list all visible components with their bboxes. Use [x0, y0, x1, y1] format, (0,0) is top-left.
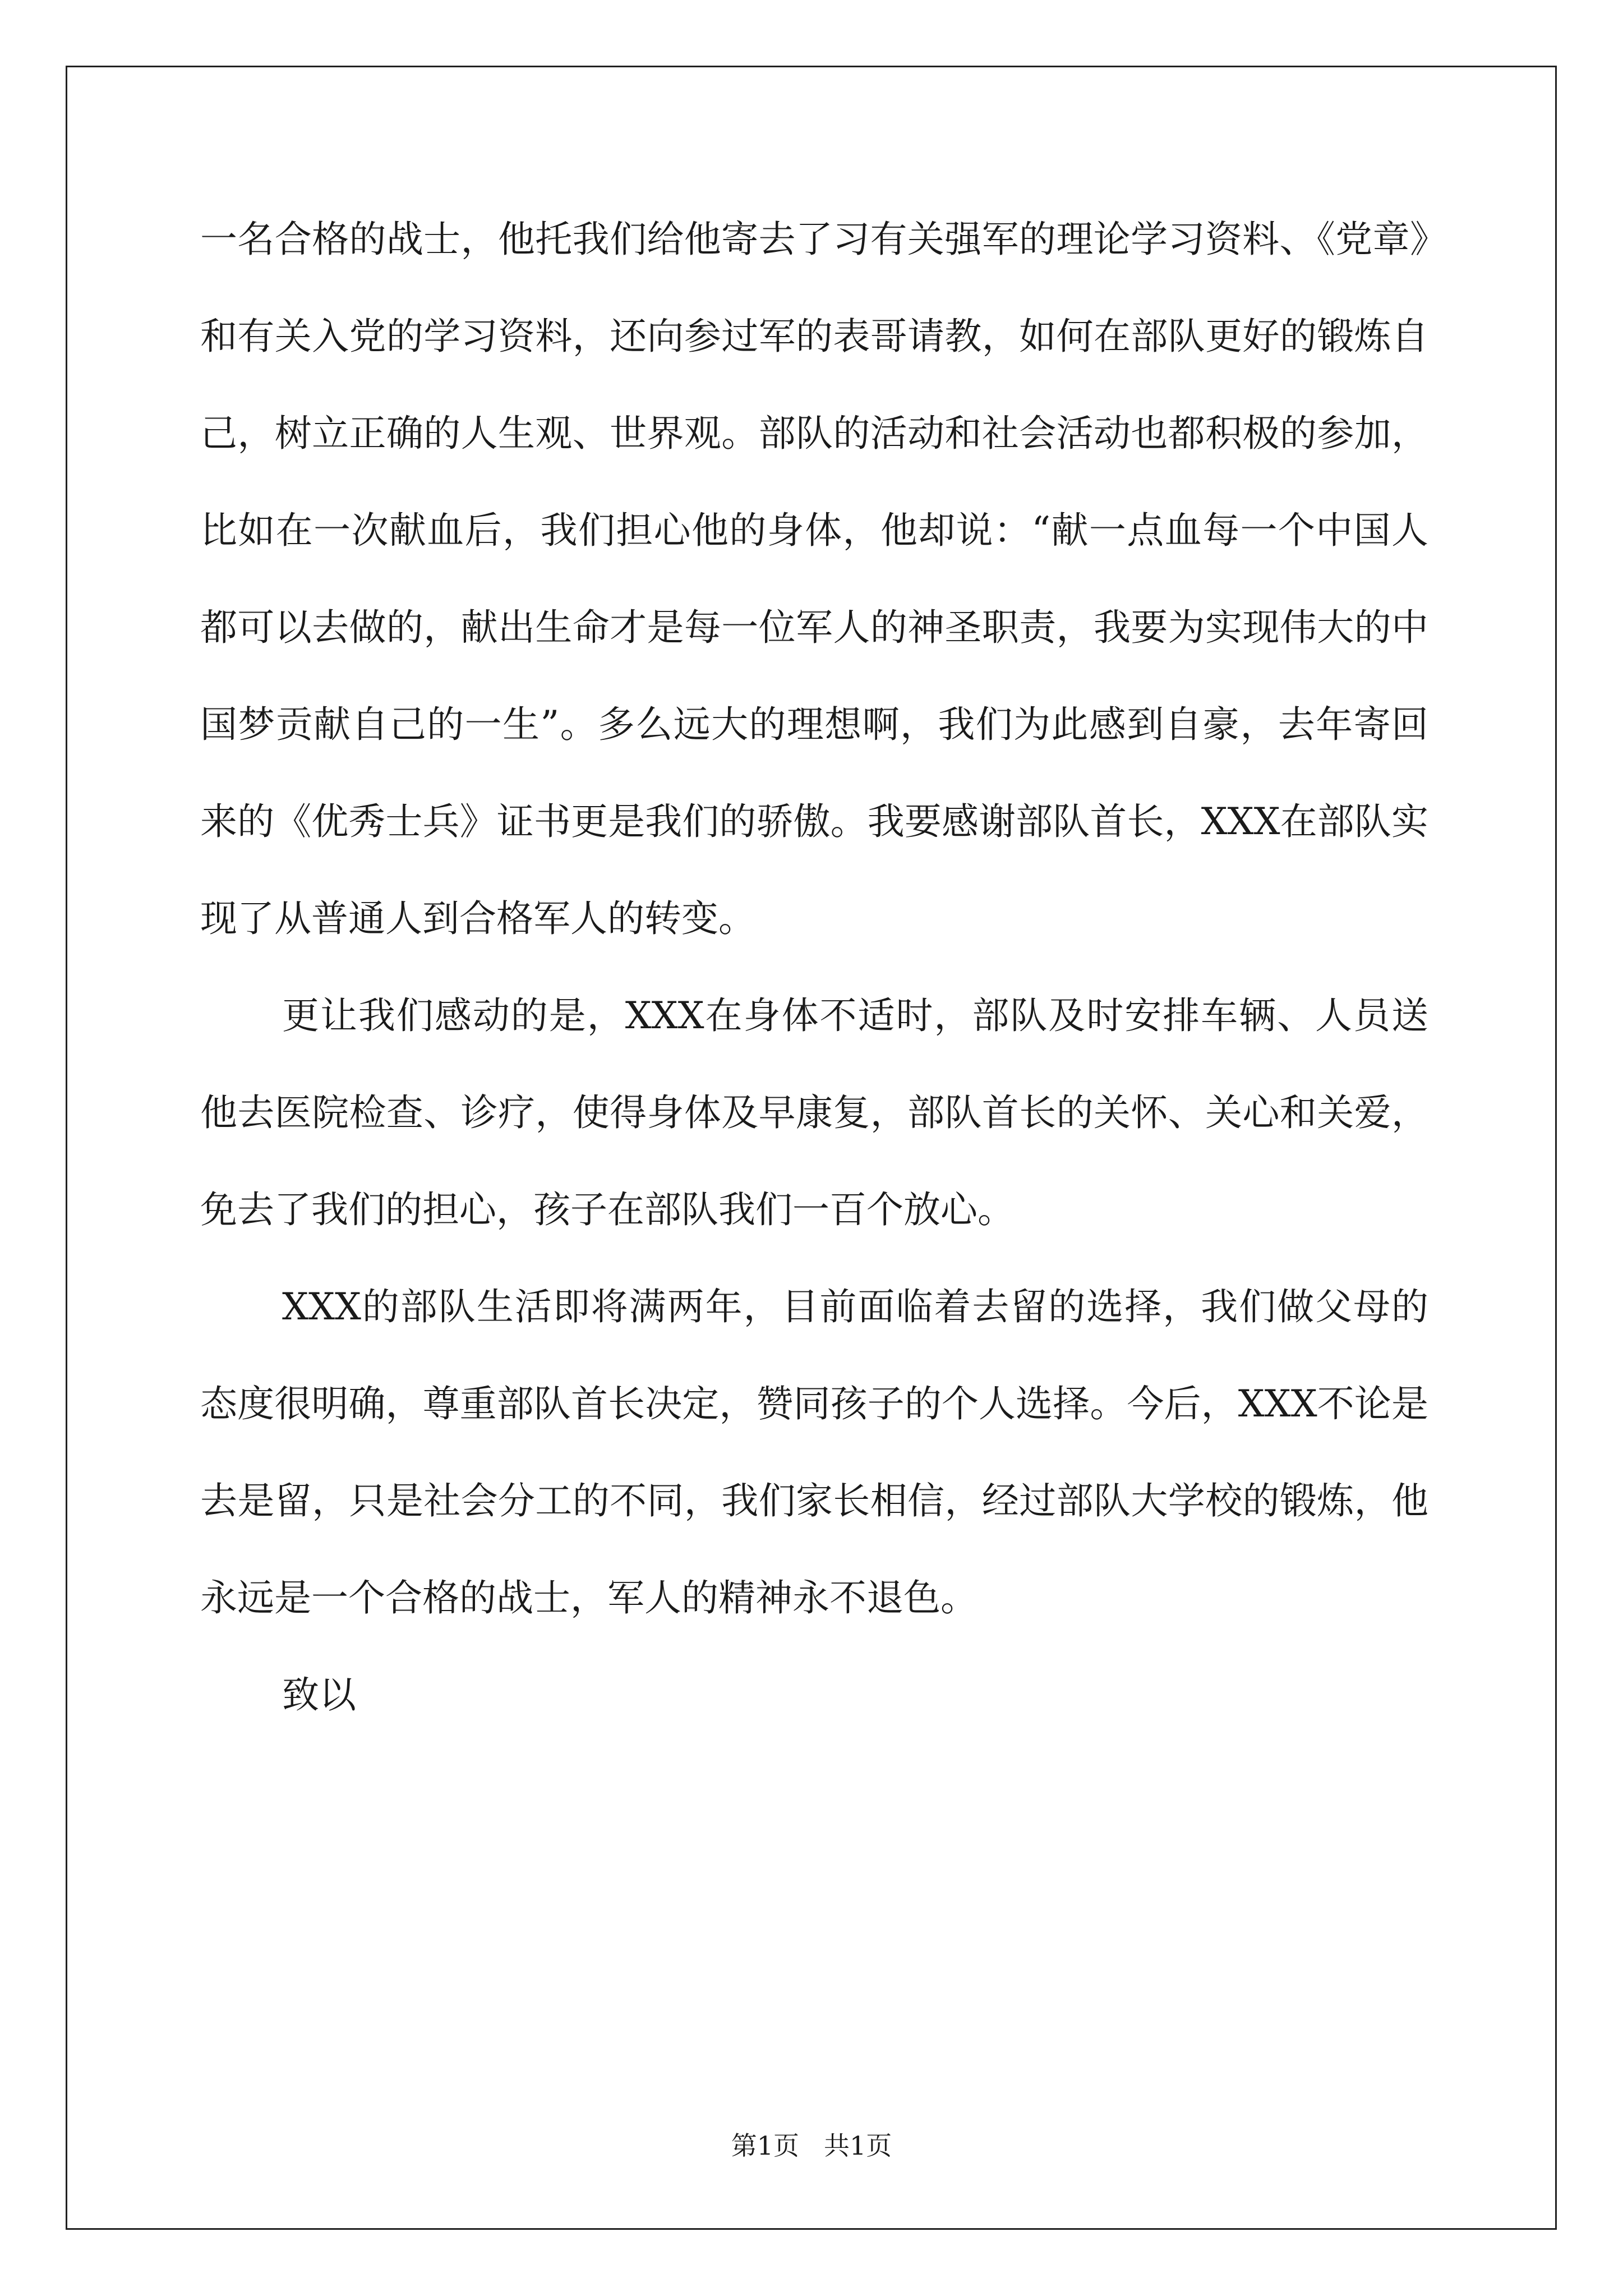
page-number: 第1页 — [731, 2131, 799, 2161]
paragraph-4: 致以 — [282, 1673, 356, 1717]
paragraph-1: 一名合格的战士，他托我们给他寄去了习有关强军的理论学习资料、《党章》和有关入党的学习资料，还向参过军的表哥请教，如何在部队更好的锻炼自己，树立正确的人生观、世界观。部队的活动和社会活动也都积极的参加，比如在一次献血后，我们担心他的身体，他却说：“献一点血每一个中国人都可以去做的，献出生命才是每一位军人的神圣职责，我要为实现伟大的中国梦贡献自己的一生”。多么远大的理想啊，我们为此感到自豪，去年寄回来的《优秀士兵》证书更是我们的骄傲。我要感谢部队首长，XXX在部队实现了从普通人到合格军人的转变。 — [200, 218, 1428, 940]
paragraph-2: 更让我们感动的是，XXX在身体不适时，部队及时安排车辆、人员送他去医院检查、诊疗，使得身体及早康复，部队首长的关怀、关心和关爱，免去了我们的担心，孩子在部队我们一百个放心。 — [200, 994, 1428, 1231]
page-total: 共1页 — [824, 2131, 892, 2161]
page-footer — [0, 2129, 1623, 2162]
document-body — [200, 191, 1428, 1743]
paragraph-3: XXX的部队生活即将满两年，目前面临着去留的选择，我们做父母的态度很明确，尊重部队首长决定，赞同孩子的个人选择。今后，XXX不论是去是留，只是社会分工的不同，我们家长相信，经过部队大学校的锻炼，他永远是一个合格的战士，军人的精神永不退色。 — [200, 1285, 1428, 1619]
